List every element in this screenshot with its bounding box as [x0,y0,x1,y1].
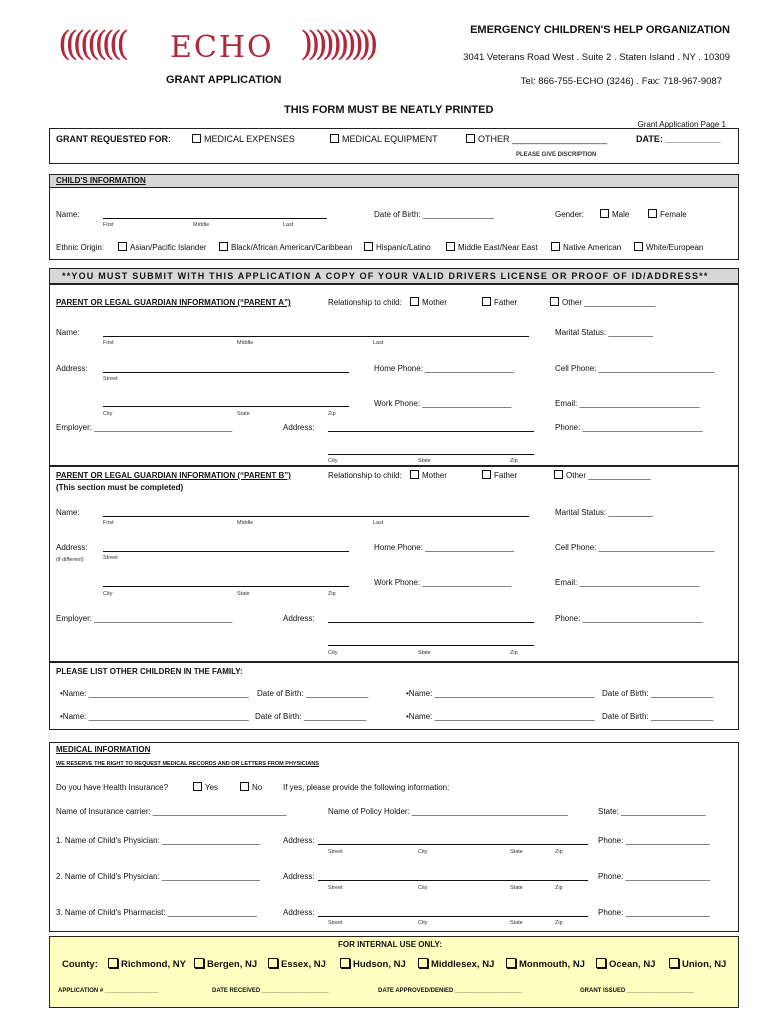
parent-a-email[interactable]: Email: ___________________________ [555,399,700,408]
physician-1-address-label: Address: [283,836,315,845]
county-bergen[interactable]: Bergen, NJ [194,959,257,970]
county-union[interactable]: Union, NJ [669,959,726,970]
ethnic-black[interactable]: Black/African American/Caribbean [219,243,352,252]
page-label: Grant Application Page 1 [637,120,726,129]
insurance-if-yes: If yes, please provide the following information: [283,783,450,792]
state-caption: State [237,591,250,597]
checkbox[interactable] [551,242,560,251]
county-essex[interactable]: Essex, NJ [268,959,326,970]
checkbox[interactable] [410,470,419,479]
date-received[interactable]: DATE RECEIVED ____________________ [212,988,329,994]
zip-caption: Zip [555,849,563,855]
last-caption: Last [283,222,294,228]
parent-b-section [49,466,739,662]
insurance-state[interactable]: State: ___________________ [598,807,706,816]
checkbox[interactable] [118,242,127,251]
street-caption: Street [103,555,118,561]
checkbox[interactable] [240,782,249,791]
parent-b-email[interactable]: Email: ___________________________ [555,578,700,587]
street-caption: Street [103,376,118,382]
medical-reserve-note: WE RESERVE THE RIGHT TO REQUEST MEDICAL RECORDS AND OR LETTERS FROM PHYSICIANS [56,761,319,767]
checkbox[interactable] [550,297,559,306]
pharmacist-address-label: Address: [283,908,315,917]
physician-2-address-field[interactable] [318,880,588,881]
checkbox[interactable] [634,242,643,251]
parent-a-employer[interactable]: Employer: _______________________________ [56,423,233,432]
child-dob[interactable]: Date of Birth: ________________ [374,210,495,219]
parent-a-cell-phone[interactable]: Cell Phone: __________________________ [555,364,715,373]
checkbox[interactable] [506,958,516,968]
parent-a-address-label: Address: [56,364,88,373]
physician-1-address-field[interactable] [318,844,588,845]
other-child-2-name[interactable]: •Name: ____________________________________ [406,689,595,698]
checkbox[interactable] [340,958,350,968]
checkbox[interactable] [600,209,609,218]
insurance-question: Do you have Health Insurance? [56,783,169,792]
grant-date[interactable]: DATE: ___________ [636,134,721,144]
ethnic-hispanic[interactable]: Hispanic/Latino [364,243,431,252]
zip-caption: Zip [510,458,518,464]
physician-2-phone[interactable]: Phone: ___________________ [598,872,711,881]
ethnic-middle-east[interactable]: Middle East/Near East [446,243,538,252]
ethnic-native-american[interactable]: Native American [551,243,621,252]
checkbox[interactable] [482,297,491,306]
parent-a-emp-address-label: Address: [283,423,315,432]
grant-application-subtitle: GRANT APPLICATION [166,74,282,86]
county-middlesex[interactable]: Middlesex, NJ [418,959,494,970]
zip-caption: Zip [555,885,563,891]
checkbox[interactable] [648,209,657,218]
street-caption: Street [328,849,343,855]
county-label: County: [62,959,98,970]
parent-b-sub: (This section must be completed) [56,483,184,492]
parent-a-title: PARENT OR LEGAL GUARDIAN INFORMATION (“PARENT A”) [56,298,291,307]
checkbox[interactable] [193,782,202,791]
parent-a-emp-phone[interactable]: Phone: ___________________________ [555,423,703,432]
pharmacist-phone[interactable]: Phone: ___________________ [598,908,711,917]
id-banner-text: **YOU MUST SUBMIT WITH THIS APPLICATION A COPY OF YOUR VALID DRIVERS LICENSE OR PROOF OF ID/ADDRESS** [62,271,709,281]
zip-caption: Zip [555,920,563,926]
parent-a-father[interactable]: Father [482,298,517,307]
first-caption: First [103,520,114,526]
zip-caption: Zip [328,591,336,597]
parent-a-mother[interactable]: Mother [410,298,447,307]
insurance-no[interactable]: No [240,783,262,792]
checkbox[interactable] [596,958,606,968]
checkbox[interactable] [194,958,204,968]
logo-arcs-left: ((((((((( [58,24,124,64]
checkbox[interactable] [410,297,419,306]
child-gender-label: Gender: [555,210,584,219]
pharmacist-name[interactable]: 3. Name of Child's Pharmacist: ____________________ [56,908,257,917]
state-caption: State [418,458,431,464]
parent-b-marital[interactable]: Marital Status: __________ [555,508,653,517]
internal-title: FOR INTERNAL USE ONLY: [338,940,442,949]
city-caption: City [328,650,338,656]
parent-a-home-phone[interactable]: Home Phone: ____________________ [374,364,515,373]
checkbox[interactable] [219,242,228,251]
grant-describe-note: PLEASE GIVE DISCRIPTION [516,152,597,158]
parent-b-emp-address-field[interactable] [328,622,534,623]
city-caption: City [328,458,338,464]
first-caption: First [103,222,114,228]
checkbox[interactable] [446,242,455,251]
other-child-1-name[interactable]: •Name: ____________________________________ [60,689,249,698]
grant-option-medical-equipment[interactable]: MEDICAL EQUIPMENT [330,134,438,144]
parent-b-employer[interactable]: Employer: _______________________________ [56,614,233,623]
parent-a-street-field[interactable] [103,372,349,373]
parent-b-mother[interactable]: Mother [410,471,447,480]
other-child-4-dob[interactable]: Date of Birth: ______________ [602,712,714,721]
insurance-carrier[interactable]: Name of Insurance carrier: ______________________________ [56,807,287,816]
ethnic-white[interactable]: White/European [634,243,703,252]
parent-b-title: PARENT OR LEGAL GUARDIAN INFORMATION (“PARENT B”) [56,471,291,480]
first-caption: First [103,340,114,346]
parent-b-emp-city-field[interactable] [328,645,534,646]
other-child-2-dob[interactable]: Date of Birth: ______________ [602,689,714,698]
city-caption: City [418,849,428,855]
middle-caption: Middle [193,222,210,228]
checkbox[interactable] [330,134,339,143]
child-title: CHILD'S INFORMATION [56,176,146,185]
parent-b-emp-phone[interactable]: Phone: ___________________________ [555,614,703,623]
logo-arcs-right: )))))))))) [300,24,373,64]
if-different-note: (if different) [56,557,84,563]
physician-2-address-label: Address: [283,872,315,881]
parent-a-other[interactable]: Other ________________ [550,298,655,307]
city-caption: City [103,591,113,597]
city-caption: City [418,920,428,926]
checkbox[interactable] [482,470,491,479]
physician-1-name[interactable]: 1. Name of Child's Physician: ______________________ [56,836,260,845]
grant-issued[interactable]: GRANT ISSUED ____________________ [580,988,694,994]
date-approved-denied[interactable]: DATE APPROVED/DENIED ____________________ [378,988,522,994]
parent-b-name-field[interactable] [103,516,529,517]
form-notice: THIS FORM MUST BE NEATLY PRINTED [284,104,494,116]
child-name-label: Name: [56,210,80,219]
medical-title: MEDICAL INFORMATION [56,745,151,754]
org-phone: Tel: 866-755-ECHO (3246) . Fax: 718-967-9087 [520,76,722,87]
ethnic-asian[interactable]: Asian/Pacific Islander [118,243,206,252]
parent-b-name-label: Name: [56,508,80,517]
city-caption: City [103,411,113,417]
parent-a-city-field[interactable] [103,406,349,407]
parent-b-street-field[interactable] [103,551,349,552]
state-caption: State [510,885,523,891]
parent-a-name-label: Name: [56,328,80,337]
grant-label: GRANT REQUESTED FOR: [56,134,172,144]
checkbox[interactable] [108,958,118,968]
last-caption: Last [373,340,384,346]
other-child-4-name[interactable]: •Name: ____________________________________ [406,712,595,721]
state-caption: State [418,650,431,656]
grant-option-other[interactable]: OTHER ___________________ [466,134,607,144]
checkbox[interactable] [554,470,563,479]
state-caption: State [237,411,250,417]
zip-caption: Zip [328,411,336,417]
physician-2-name[interactable]: 2. Name of Child's Physician: ______________________ [56,872,260,881]
policy-holder[interactable]: Name of Policy Holder: ___________________________________ [328,807,568,816]
parent-b-home-phone[interactable]: Home Phone: ____________________ [374,543,515,552]
children-title: PLEASE LIST OTHER CHILDREN IN THE FAMILY: [56,667,243,676]
parent-b-work-phone[interactable]: Work Phone: ____________________ [374,578,512,587]
parent-b-father[interactable]: Father [482,471,517,480]
county-hudson[interactable]: Hudson, NJ [340,959,406,970]
ethnic-label: Ethnic Origin: [56,243,105,252]
parent-a-emp-address-field[interactable] [328,431,534,432]
street-caption: Street [328,920,343,926]
street-caption: Street [328,885,343,891]
other-child-3-dob[interactable]: Date of Birth: ______________ [255,712,367,721]
checkbox[interactable] [268,958,278,968]
grant-option-medical-expenses[interactable]: MEDICAL EXPENSES [192,134,295,144]
county-richmond[interactable]: Richmond, NY [108,959,186,970]
checkbox[interactable] [466,134,475,143]
county-monmouth[interactable]: Monmouth, NJ [506,959,585,970]
child-name-field[interactable] [103,218,327,219]
parent-a-section [49,284,739,466]
checkbox[interactable] [364,242,373,251]
gender-male[interactable]: Male [600,210,629,219]
pharmacist-address-field[interactable] [318,916,588,917]
application-number[interactable]: APPLICATION # ________________ [58,988,159,994]
org-address: 3041 Veterans Road West . Suite 2 . Staten Island . NY . 10309 [463,52,730,63]
parent-a-work-phone[interactable]: Work Phone: ____________________ [374,399,512,408]
other-child-1-dob[interactable]: Date of Birth: ______________ [257,689,369,698]
gender-female[interactable]: Female [648,210,687,219]
logo-text: ECHO [170,30,274,65]
parent-a-rel: Relationship to child: [328,298,402,307]
physician-1-phone[interactable]: Phone: ___________________ [598,836,711,845]
last-caption: Last [373,520,384,526]
child-header-bar [49,174,739,188]
parent-b-other[interactable]: Other ______________ [554,471,651,480]
parent-b-rel: Relationship to child: [328,471,402,480]
parent-b-emp-address-label: Address: [283,614,315,623]
state-caption: State [510,849,523,855]
city-caption: City [418,885,428,891]
checkbox[interactable] [192,134,201,143]
insurance-yes[interactable]: Yes [193,783,218,792]
state-caption: State [510,920,523,926]
zip-caption: Zip [510,650,518,656]
checkbox[interactable] [669,958,679,968]
county-ocean[interactable]: Ocean, NJ [596,959,655,970]
parent-a-marital[interactable]: Marital Status: __________ [555,328,653,337]
other-child-3-name[interactable]: •Name: ____________________________________ [60,712,249,721]
parent-b-cell-phone[interactable]: Cell Phone: __________________________ [555,543,715,552]
middle-caption: Middle [237,520,254,526]
org-name: EMERGENCY CHILDREN'S HELP ORGANIZATION [470,24,730,36]
parent-b-city-field[interactable] [103,586,349,587]
checkbox[interactable] [418,958,428,968]
parent-a-emp-city-field[interactable] [328,454,534,455]
parent-a-name-field[interactable] [103,336,529,337]
parent-b-address-label: Address: [56,543,88,552]
middle-caption: Middle [237,340,254,346]
